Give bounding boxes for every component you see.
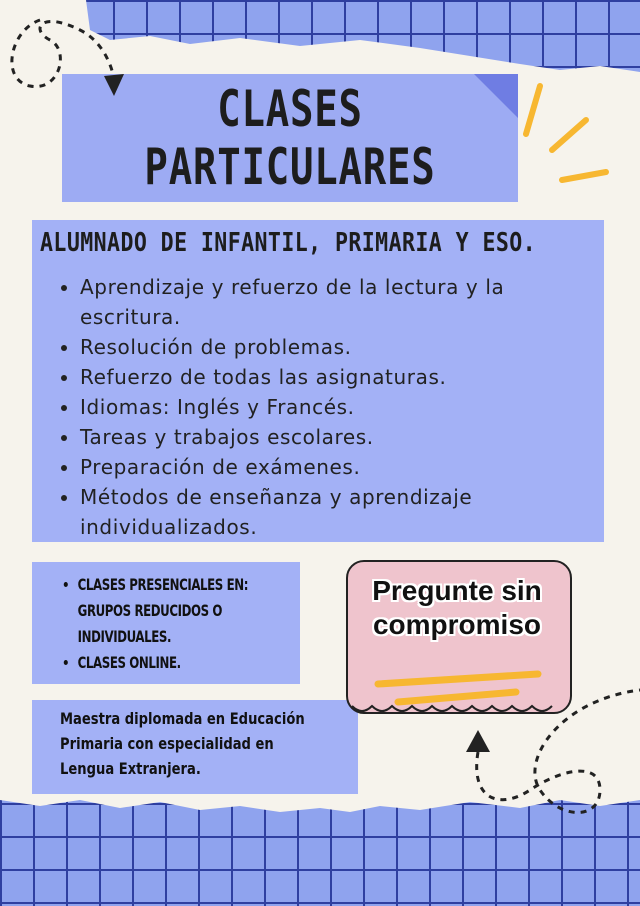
list-item: • Métodos de enseñanza y aprendizaje individualizados. — [80, 482, 600, 542]
list-item: • Preparación de exámenes. — [80, 452, 600, 482]
teacher-credentials: Maestra diplomada en Educación Primaria con especialidad en Lengua Extranjera. — [60, 709, 305, 778]
audience-heading: ALUMNADO DE INFANTIL, PRIMARIA Y ESO. — [40, 228, 537, 258]
title-corner-fold — [474, 74, 518, 118]
list-item: • Resolución de problemas. — [80, 332, 600, 362]
list-item: • CLASES PRESENCIALES EN: GRUPOS REDUCIDOS O INDIVIDUALES. — [78, 572, 283, 650]
list-item: • Aprendizaje y refuerzo de la lectura y la escritura. — [80, 272, 600, 332]
cta-line-2: compromiso — [372, 609, 542, 640]
services-list — [56, 272, 600, 542]
list-item: • CLASES ONLINE. — [78, 650, 283, 676]
list-item: • Refuerzo de todas las asignaturas. — [80, 362, 600, 392]
list-item: • Tareas y trabajos escolares. — [80, 422, 600, 452]
cta-line-1: Pregunte sin — [372, 575, 542, 606]
page-title — [112, 80, 468, 196]
list-item: • Idiomas: Inglés y Francés. — [80, 392, 600, 422]
contact-callout-text — [352, 574, 562, 642]
title-line-1: CLASES — [217, 80, 363, 138]
class-modes-list — [58, 572, 283, 676]
title-line-2: PARTICULARES — [144, 138, 436, 196]
